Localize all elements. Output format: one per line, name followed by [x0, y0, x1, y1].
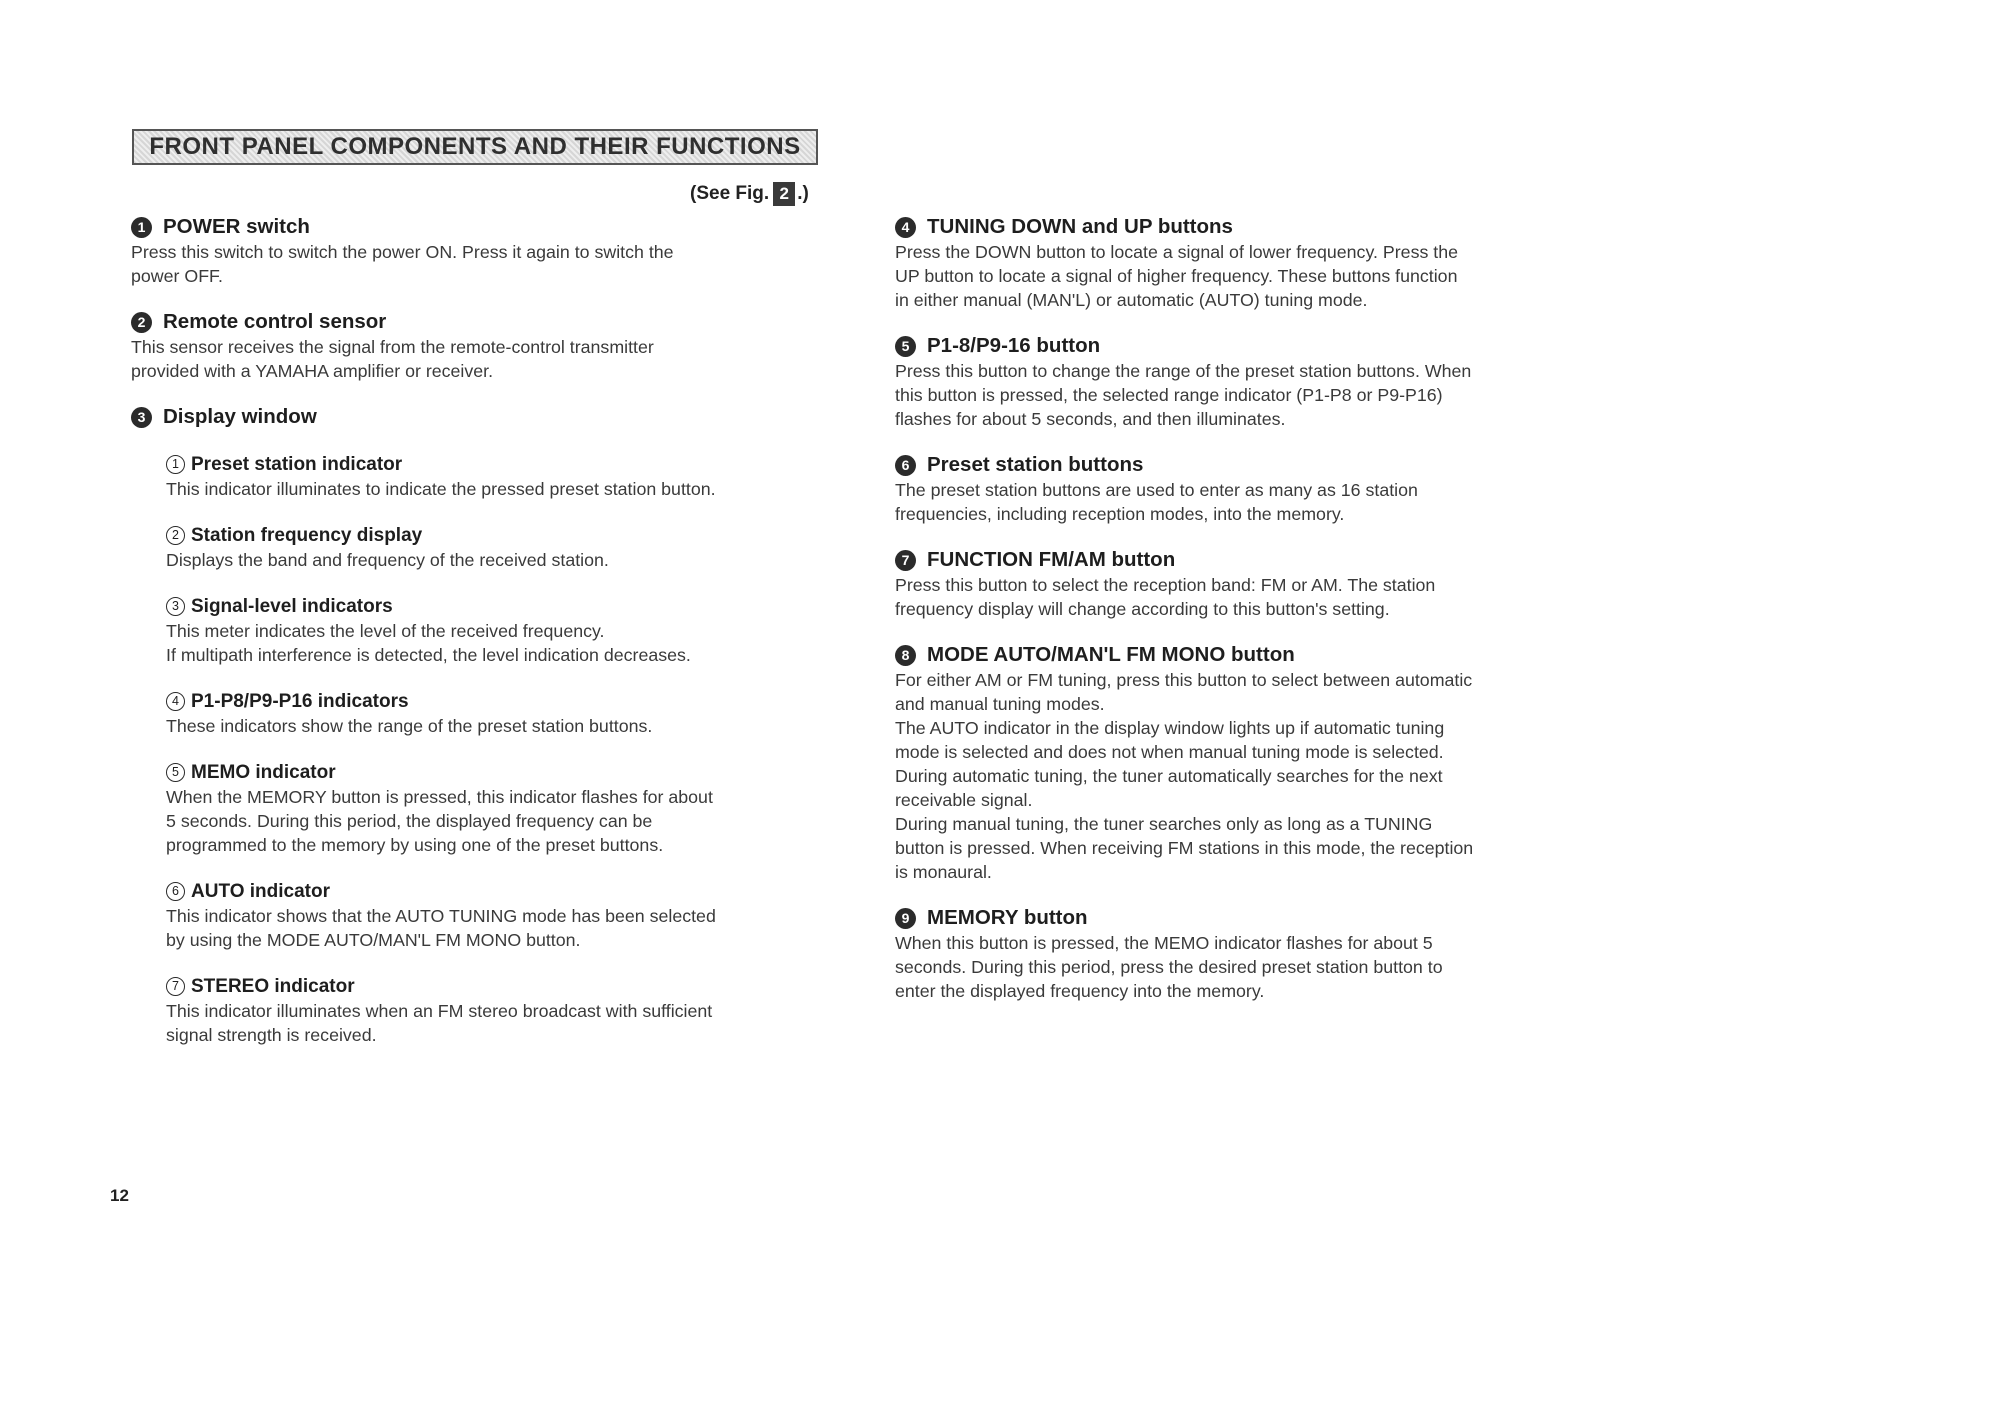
subitem-number-badge: 1 [166, 455, 185, 474]
body-line: 5 seconds. During this period, the displayed frequency can be [166, 811, 653, 831]
body-line: This meter indicates the level of the received frequency. [166, 621, 605, 641]
right-column [895, 214, 1595, 1024]
section-heading [895, 452, 1595, 478]
section-heading [895, 214, 1595, 240]
subsection-item [166, 523, 821, 572]
page-number: 12 [110, 1186, 129, 1205]
figure-number-badge: 2 [773, 182, 795, 206]
section-item [895, 642, 1595, 884]
section-heading [131, 214, 821, 240]
section-title: P1-8/P9-16 button [927, 334, 1101, 357]
subsection-body [166, 785, 821, 857]
subsection-heading [166, 523, 821, 548]
section-body [895, 573, 1595, 621]
section-title: FRONT PANEL COMPONENTS AND THEIR FUNCTIONS [149, 133, 801, 160]
section-title: MODE AUTO/MAN'L FM MONO button [927, 643, 1295, 666]
section-title: MEMORY button [927, 906, 1088, 929]
body-line: Displays the band and frequency of the received station. [166, 550, 609, 570]
section-body [895, 240, 1595, 312]
body-line: frequencies, including reception modes, into the memory. [895, 504, 1345, 524]
body-line: enter the displayed frequency into the memory. [895, 981, 1265, 1001]
section-body [895, 359, 1595, 431]
section-item [895, 905, 1595, 1003]
body-line: These indicators show the range of the preset station buttons. [166, 716, 653, 736]
body-line: button is pressed. When receiving FM stations in this mode, the reception [895, 838, 1474, 858]
body-line: frequency display will change according to this button's setting. [895, 599, 1390, 619]
body-line: When the MEMORY button is pressed, this indicator flashes for about [166, 787, 713, 807]
body-line: Press the DOWN button to locate a signal of lower frequency. Press the [895, 242, 1459, 262]
subitem-number-badge: 4 [166, 692, 185, 711]
body-line: This indicator illuminates to indicate the pressed preset station button. [166, 479, 716, 499]
section-title: Display window [163, 405, 317, 428]
body-line: is monaural. [895, 862, 992, 882]
body-line: signal strength is received. [166, 1025, 377, 1045]
subsection-item [166, 452, 821, 501]
item-number-badge: 9 [895, 908, 916, 929]
body-line: power OFF. [131, 266, 223, 286]
subsection-body [166, 548, 821, 572]
subsection-title: Signal-level indicators [191, 596, 393, 617]
subsection-title: AUTO indicator [191, 881, 330, 902]
subitem-number-badge: 7 [166, 977, 185, 996]
body-line: During automatic tuning, the tuner automatically searches for the next [895, 766, 1443, 786]
item-number-badge: 6 [895, 455, 916, 476]
body-line: mode is selected and does not when manual tuning mode is selected. [895, 742, 1444, 762]
subsection-body [166, 619, 821, 667]
section-heading [895, 547, 1595, 573]
body-line: This sensor receives the signal from the remote-control transmitter [131, 337, 654, 357]
section-heading [131, 309, 821, 335]
subsection-body [166, 477, 821, 501]
section-item [895, 333, 1595, 431]
subsection-item [166, 974, 821, 1047]
subsection-body [166, 904, 821, 952]
section-item [131, 309, 821, 383]
section-item [895, 214, 1595, 312]
item-number-badge: 1 [131, 217, 152, 238]
subsection-heading [166, 689, 821, 714]
section-body [131, 240, 821, 288]
section-title: FUNCTION FM/AM button [927, 548, 1176, 571]
body-line: by using the MODE AUTO/MAN'L FM MONO button. [166, 930, 581, 950]
section-item [895, 547, 1595, 621]
section-title: Preset station buttons [927, 453, 1144, 476]
section-body [131, 335, 821, 383]
body-line: Press this button to select the reception band: FM or AM. The station [895, 575, 1436, 595]
subsection-title: STEREO indicator [191, 976, 355, 997]
subitem-number-badge: 2 [166, 526, 185, 545]
body-line: This indicator shows that the AUTO TUNING mode has been selected [166, 906, 716, 926]
body-line: This indicator illuminates when an FM stereo broadcast with sufficient [166, 1001, 713, 1021]
body-line: seconds. During this period, press the desired preset station button to [895, 957, 1443, 977]
subsection-item [166, 879, 821, 952]
section-heading [895, 642, 1595, 668]
body-line: When this button is pressed, the MEMO indicator flashes for about 5 [895, 933, 1433, 953]
subsection-title: P1-P8/P9-P16 indicators [191, 691, 409, 712]
section-item [131, 214, 821, 288]
section-body [895, 478, 1595, 526]
body-line: The preset station buttons are used to enter as many as 16 station [895, 480, 1418, 500]
subitem-number-badge: 5 [166, 763, 185, 782]
section-body [895, 931, 1595, 1003]
subsection-item [166, 760, 821, 857]
subsection-list [166, 452, 821, 1047]
subsection-title: Station frequency display [191, 525, 423, 546]
subsection-body [166, 999, 821, 1047]
subsection-title: MEMO indicator [191, 762, 336, 783]
subsection-item [166, 594, 821, 667]
section-banner [132, 129, 818, 165]
item-number-badge: 5 [895, 336, 916, 357]
figure-ref-suffix: .) [797, 183, 809, 204]
section-title: POWER switch [163, 215, 310, 238]
section-heading [131, 404, 821, 430]
body-line: During manual tuning, the tuner searches only as long as a TUNING [895, 814, 1433, 834]
section-item [895, 452, 1595, 526]
subsection-item [166, 689, 821, 738]
subsection-heading [166, 879, 821, 904]
body-line: UP button to locate a signal of higher frequency. These buttons function [895, 266, 1458, 286]
body-line: this button is pressed, the selected range indicator (P1-P8 or P9-P16) [895, 385, 1443, 405]
body-line: The AUTO indicator in the display window lights up if automatic tuning [895, 718, 1445, 738]
body-line: programmed to the memory by using one of the preset buttons. [166, 835, 664, 855]
section-title: Remote control sensor [163, 310, 387, 333]
section-heading [895, 905, 1595, 931]
body-line: receivable signal. [895, 790, 1033, 810]
section-item [131, 404, 821, 1047]
body-line: If multipath interference is detected, the level indication decreases. [166, 645, 691, 665]
subsection-heading [166, 760, 821, 785]
subsection-title: Preset station indicator [191, 454, 403, 475]
body-line: in either manual (MAN'L) or automatic (AUTO) tuning mode. [895, 290, 1368, 310]
subsection-body [166, 714, 821, 738]
body-line: provided with a YAMAHA amplifier or receiver. [131, 361, 494, 381]
item-number-badge: 3 [131, 407, 152, 428]
body-line: flashes for about 5 seconds, and then illuminates. [895, 409, 1286, 429]
subsection-heading [166, 974, 821, 999]
section-title: TUNING DOWN and UP buttons [927, 215, 1233, 238]
item-number-badge: 2 [131, 312, 152, 333]
subitem-number-badge: 6 [166, 882, 185, 901]
subitem-number-badge: 3 [166, 597, 185, 616]
subsection-heading [166, 452, 821, 477]
section-body [895, 668, 1595, 884]
item-number-badge: 4 [895, 217, 916, 238]
subsection-heading [166, 594, 821, 619]
body-line: For either AM or FM tuning, press this button to select between automatic [895, 670, 1473, 690]
body-line: Press this switch to switch the power ON. Press it again to switch the [131, 242, 674, 262]
body-line: and manual tuning modes. [895, 694, 1105, 714]
body-line: Press this button to change the range of the preset station buttons. When [895, 361, 1472, 381]
figure-ref-prefix: (See Fig. [690, 183, 770, 204]
item-number-badge: 8 [895, 645, 916, 666]
figure-reference [690, 182, 809, 206]
section-heading [895, 333, 1595, 359]
left-column [131, 214, 821, 1069]
item-number-badge: 7 [895, 550, 916, 571]
